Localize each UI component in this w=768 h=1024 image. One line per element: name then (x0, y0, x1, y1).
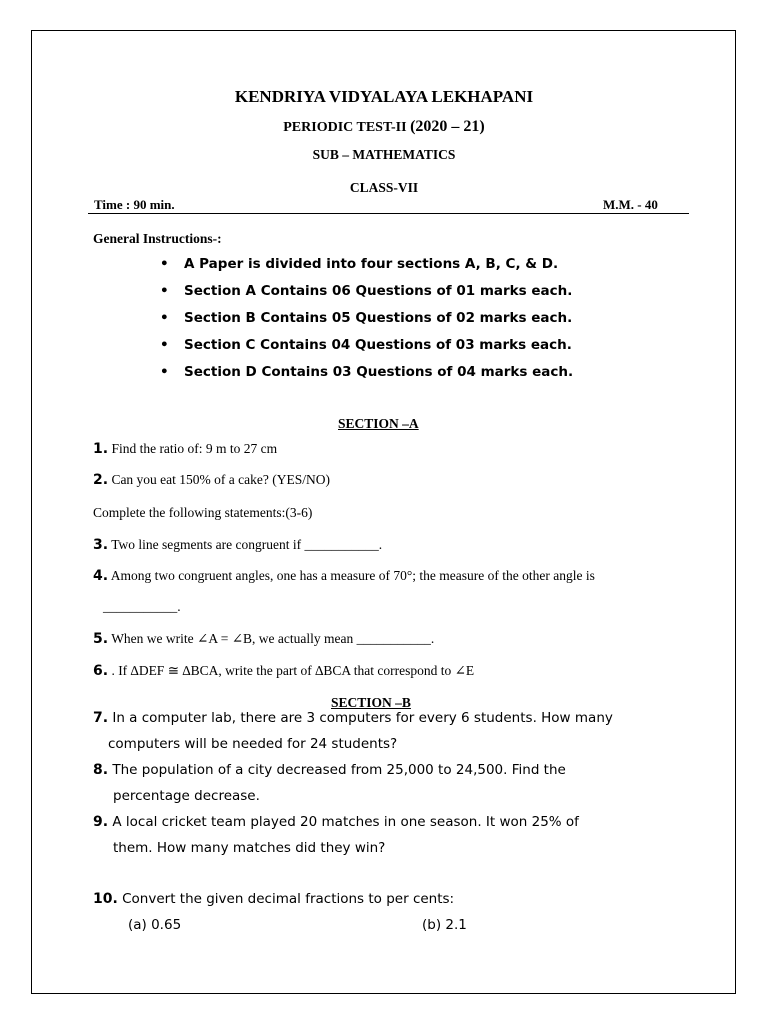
bullet-icon: • (160, 337, 169, 353)
question-9-line-2: them. How many matches did they win? (113, 840, 386, 856)
question-10-option-b: (b) 2.1 (422, 917, 467, 933)
question-5: 5. When we write ∠A = ∠B, we actually mean ___________. (93, 631, 435, 647)
time-allowed: Time : 90 min. (94, 197, 175, 212)
question-8: 8. The population of a city decreased from 25,000 to 24,500. Find the (93, 762, 566, 778)
school-name: KENDRIYA VIDYALAYA LEKHAPANI (234, 87, 534, 106)
complete-statements-note: Complete the following statements:(3-6) (93, 505, 313, 520)
question-4-blank: ___________. (103, 599, 181, 614)
question-8-line-2: percentage decrease. (113, 788, 260, 804)
section-b-title: SECTION –B (331, 695, 411, 710)
question-7-line-2: computers will be needed for 24 students? (108, 736, 398, 752)
instruction-item: • A Paper is divided into four sections A, B, C, & D. (160, 256, 559, 272)
question-2: 2. Can you eat 150% of a cake? (YES/NO) (93, 472, 330, 488)
instructions-heading: General Instructions-: (93, 231, 222, 246)
test-name: PERIODIC TEST-II (283, 120, 411, 135)
instruction-item: • Section B Contains 05 Questions of 02 marks each. (160, 310, 573, 326)
bullet-icon: • (160, 364, 169, 380)
bullet-icon: • (160, 310, 169, 326)
question-4: 4. Among two congruent angles, one has a measure of 70°; the measure of the other angle is (93, 568, 595, 584)
test-year: (2020 – 21) (410, 118, 485, 135)
section-a-title: SECTION –A (338, 416, 419, 431)
test-title (0, 118, 768, 136)
instruction-item: • Section C Contains 04 Questions of 03 marks each. (160, 337, 572, 353)
max-marks: M.M. - 40 (603, 197, 658, 212)
question-9: 9. A local cricket team played 20 matches in one season. It won 25% of (93, 814, 579, 830)
instruction-item: • Section A Contains 06 Questions of 01 marks each. (160, 283, 573, 299)
class-line: CLASS-VII (349, 180, 419, 195)
bullet-icon: • (160, 256, 169, 272)
instruction-item: • Section D Contains 03 Questions of 04 marks each. (160, 364, 574, 380)
question-6: 6. . If ∆DEF ≅ ∆BCA, write the part of ∆BCA that correspond to ∠E (93, 663, 475, 679)
question-10-option-a: (a) 0.65 (128, 917, 182, 933)
question-3: 3. Two line segments are congruent if ___________. (93, 537, 383, 553)
header-divider (88, 213, 689, 214)
subject-line: SUB – MATHEMATICS (312, 147, 456, 162)
question-7: 7. In a computer lab, there are 3 computers for every 6 students. How many (93, 710, 613, 726)
question-10: 10. Convert the given decimal fractions to per cents: (93, 891, 455, 907)
bullet-icon: • (160, 283, 169, 299)
question-1: 1. Find the ratio of: 9 m to 27 cm (93, 441, 278, 457)
